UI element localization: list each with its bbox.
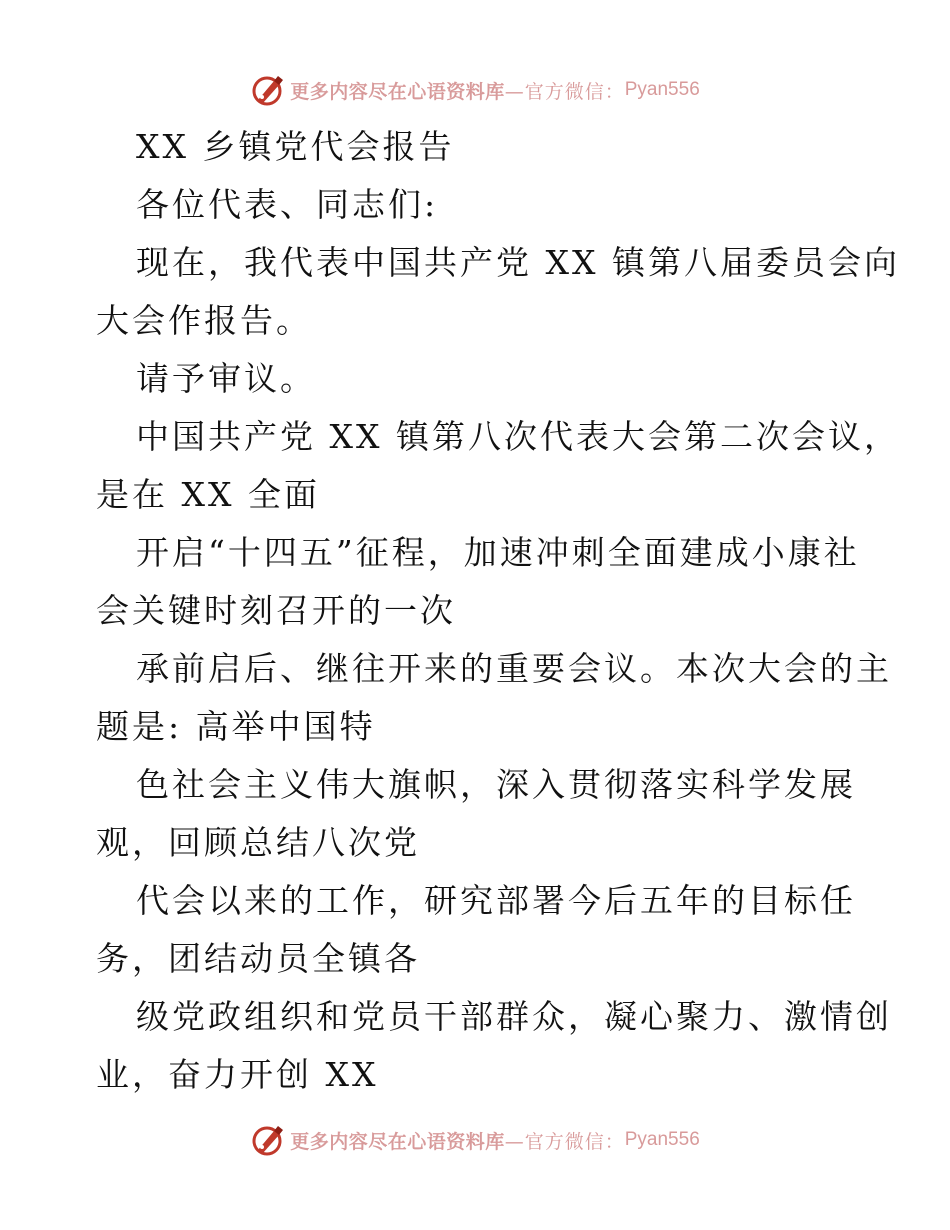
paragraph-line: 代会以来的工作，研究部署今后五年的目标任 [136, 881, 856, 920]
document-title: XX 乡镇党代会报告 [136, 127, 455, 166]
paragraph-line: 业，奋力开创 XX [96, 1055, 379, 1094]
paragraph-line: 现在，我代表中国共产党 XX 镇第八届委员会向 [136, 243, 900, 282]
paragraph-line: 请予审议。 [136, 359, 316, 398]
paragraph-line: 题是: 高举中国特 [96, 707, 376, 746]
pen-logo-icon [250, 1122, 286, 1158]
paragraph-line: 级党政组织和党员干部群众，凝心聚力、激情创 [136, 997, 892, 1036]
paragraph-line: 观，回顾总结八次党 [96, 823, 420, 862]
banner-official-label: —官方微信： [504, 80, 625, 103]
banner-wechat-id: Pyan556 [624, 1129, 700, 1150]
banner-ad-text: 更多内容尽在心语资料库 [290, 1130, 505, 1153]
pen-logo-icon [250, 72, 286, 108]
document-body [96, 118, 900, 1104]
paragraph-line: 承前启后、继往开来的重要会议。本次大会的主 [136, 649, 892, 688]
header-banner [0, 70, 950, 110]
paragraph-line: 务，团结动员全镇各 [96, 939, 420, 978]
paragraph-line: 开启“十四五”征程，加速冲刺全面建成小康社 [136, 533, 860, 572]
footer-banner [0, 1120, 950, 1160]
paragraph-line: 中国共产党 XX 镇第八次代表大会第二次会议， [136, 417, 900, 456]
paragraph-line: 是在 XX 全面 [96, 475, 320, 514]
paragraph-line: 色社会主义伟大旗帜，深入贯彻落实科学发展 [136, 765, 856, 804]
paragraph-line: 大会作报告。 [96, 301, 312, 340]
banner-official-label: —官方微信： [504, 1130, 625, 1153]
banner-wechat-id: Pyan556 [624, 79, 700, 100]
salutation: 各位代表、同志们: [136, 185, 439, 224]
banner-ad-text: 更多内容尽在心语资料库 [290, 80, 505, 103]
paragraph-line: 会关键时刻召开的一次 [96, 591, 456, 630]
